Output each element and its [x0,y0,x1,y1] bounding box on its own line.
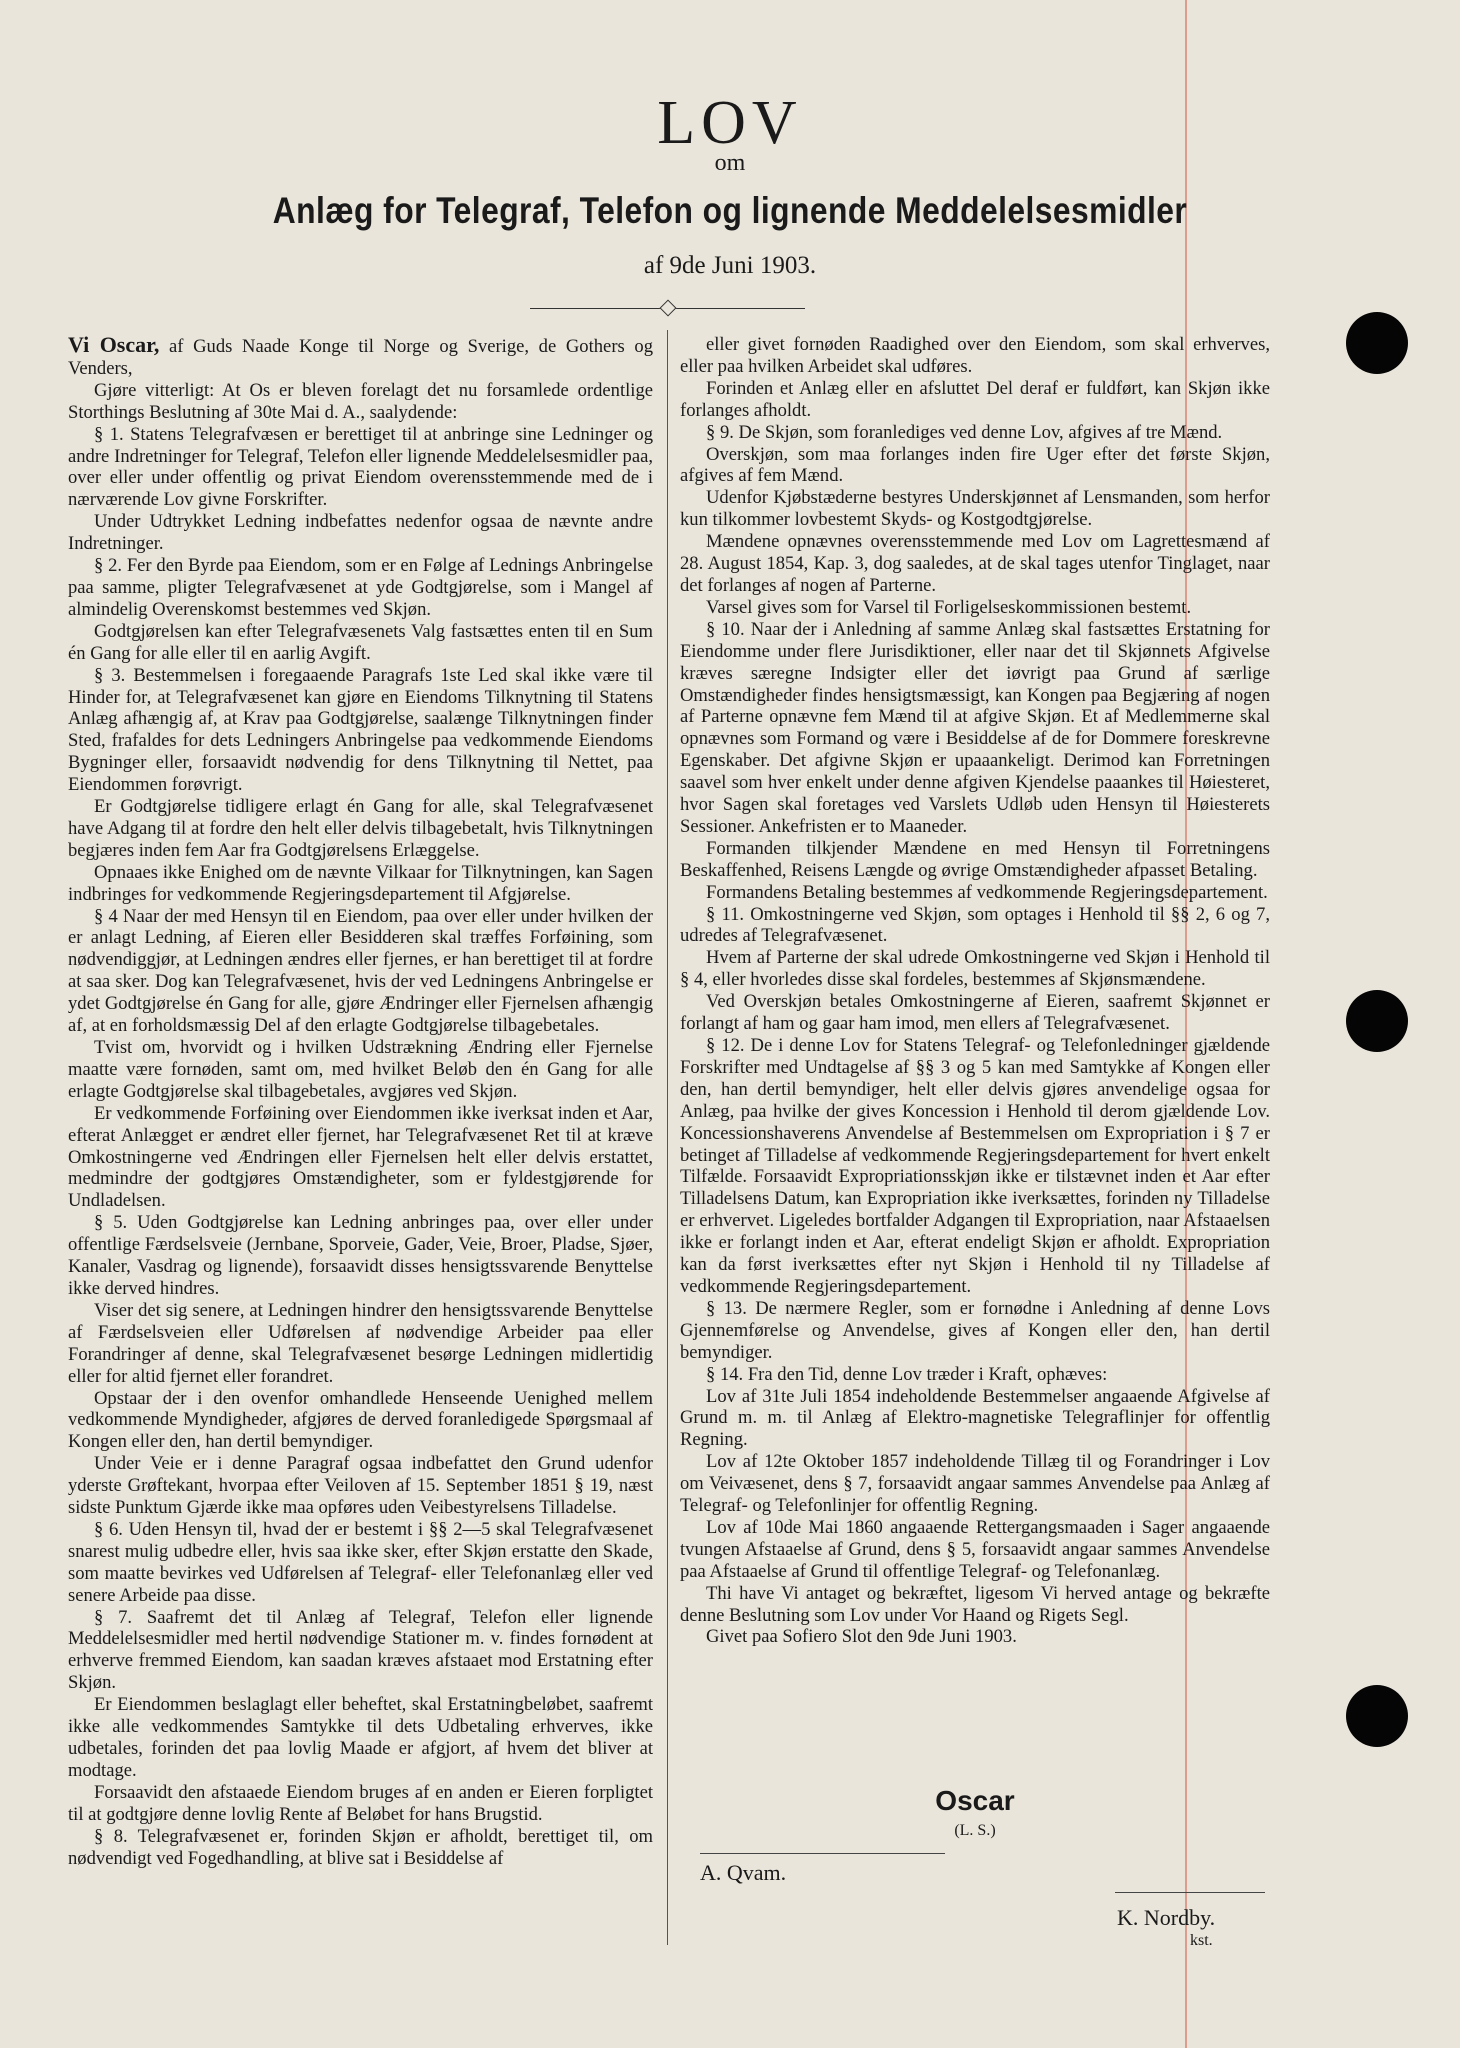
paragraph: Lov af 10de Mai 1860 angaaende Rettergangsmaaden i Sager angaaende tvungen Afstaaelse af Grund, dens § 5, forsaavidt angaar sammes Anvendelse paa Afstaaelse af Grund til offentlige Telegraf- og Telefonanlæg. [680,1516,1270,1582]
king-signature: Oscar [935,1785,1015,1816]
punch-hole-middle [1346,990,1408,1052]
countersign-title: kst. [1190,1932,1213,1949]
paragraph: Er Godtgjørelse tidligere erlagt én Gang for alle, skal Telegrafvæsenet have Adgang til at fordre den helt eller delvis tilbagebetalt, hvis Tilknytningen begjæres inden fem Aar fra Godtgjørelsens Erlæggelse. [68,796,653,861]
paragraph: § 3. Bestemmelsen i foregaaende Paragrafs 1ste Led skal ikke være til Hinder for, at Telegrafvæsenet kan gjøre en Eiendoms Tilknytning til Statens Anlæg afhængig af, at Krav paa Godtgjørelse, saalænge Tilknytningen finder Sted, frafaldes for dets Ledningers Anbringelse paa vedkommende Eiendoms Bygninger eller, forsaavidt nødvendig for dens Tilknytning til Nettet, paa Eiendommen forøvrigt. [68,664,653,796]
paragraph: § 7. Saafremt det til Anlæg af Telegraf, Telefon eller lignende Meddelelsesmidler med hertil nødvendige Stationer m. v. findes fornødent at erhverve fremmed Eiendom, kan saadan kræves afstaaet mod Erstatning efter Skjøn. [68,1606,653,1694]
signature-rule-right [1115,1892,1265,1893]
paragraph: Godtgjørelsen kan efter Telegrafvæsenets Valg fastsættes enten til en Sum én Gang for alle eller til en aarlig Avgift. [68,620,653,664]
paragraph: Er Eiendommen beslaglagt eller beheftet, skal Erstatningbeløbet, saafremt ikke alle vedkommendes Samtykke til dets Udbetaling erhverves, ikke udbetales, forinden det paa lovlig Maade er afgjort, af hvem det bliver at modtage. [68,1694,653,1781]
divider-ornament [660,300,677,317]
right-paragraphs [680,334,1270,1648]
title-preposition: om [714,150,746,176]
opening-paragraph [68,334,653,380]
paragraph: Ved Overskjøn betales Omkostningerne af Eieren, saafremt Skjønnet er forlangt af ham og gaar ham imod, men ellers af Telegrafvæsenet. [680,991,1270,1035]
opening-text: af Guds Naade Konge til Norge og Sverige, de Gothers og Venders, [68,336,653,379]
countersign-signature: K. Nordby. [1117,1905,1216,1930]
paragraph: Givet paa Sofiero Slot den 9de Juni 1903. [706,1626,1017,1648]
signature-rule-left [700,1853,945,1854]
minister-signature: A. Qvam. [700,1860,787,1885]
paragraph: eller givet fornøden Raadighed over den Eiendom, som skal erhverves, eller paa hvilken Arbeidet skal udføres. [680,334,1270,377]
paragraph: Tvist om, hvorvidt og i hvilken Udstrækning Ændring eller Fjernelse maatte være fornøden, samt om, med hvilket Beløb den én Gang for alle erlagte Godtgjørelse skal tilbagebetales, avgjøres ved Skjøn. [68,1037,653,1102]
paragraph: § 9. De Skjøn, som foranlediges ved denne Lov, afgives af tre Mænd. [706,421,1223,443]
paragraph: Formandens Betaling bestemmes af vedkommende Regjeringsdepartement. [706,881,1268,903]
punch-hole-bottom [1346,1685,1408,1747]
paragraph: § 13. De nærmere Regler, som er fornødne i Anledning af denne Lovs Gjennemførelse og Anvendelse, gives af Kongen eller den, han dertil bemyndiger. [680,1297,1270,1363]
document-date: af 9de Juni 1903. [643,252,817,279]
paragraph: § 8. Telegrafvæsenet er, forinden Skjøn er afholdt, berettiget til, om nødvendigt ved Fogedhandling, at blive sat i Besiddelse af [68,1825,653,1869]
paragraph: § 4 Naar der med Hensyn til en Eiendom, paa over eller under hvilken der er anlagt Ledning, af Eieren eller Besidderen skal træffes Forføining, som nødvendiggjør, at Ledningen ændres eller fjernes, er han berettiget til at fordre at saa sker. Dog kan Telegrafvæsenet, hvis der ved Ledningens Anbringelse er ydet Godtgjørelse én Gang for alle, gjøre Ændringer eller Fjernelsen afhængig af, at en forholdsmæssig Del af den erlagte Godtgjørelse tilbagebetales. [68,905,653,1037]
paragraph: § 1. Statens Telegrafvæsen er berettiget til at anbringe sine Ledninger og andre Indretninger for Telegraf, Telefon eller lignende Meddelelsesmidler paa, over eller under offentlig og privat Eiendom overensstemmende med de i nærværende Lov givne Forskrifter. [68,423,653,511]
document-subtitle: Anlæg for Telegraf, Telefon og lignende Meddelelsesmidler [272,190,1188,231]
paragraph: Opnaaes ikke Enighed om de nævnte Vilkaar for Tilknytningen, kan Sagen indbringes for vedkommende Regjeringsdepartement til Afgjørelse. [68,861,653,905]
paragraph: Overskjøn, som maa forlanges inden fire Uger efter det første Skjøn, afgives af fem Mænd. [680,443,1270,487]
paragraph: § 11. Omkostningerne ved Skjøn, som optages i Henhold til §§ 2, 6 og 7, udredes af Telegrafvæsenet. [680,903,1270,947]
paragraph: Thi have Vi antaget og bekræftet, ligesom Vi herved antage og bekræfte denne Beslutning som Lov under Vor Haand og Rigets Segl. [680,1582,1270,1626]
paragraph: Opstaar der i den ovenfor omhandlede Henseende Uenighed mellem vedkommende Myndigheder, afgjøres de derved foranledigede Spørgsmaal af Kongen eller den, han dertil bemyndiger. [68,1387,653,1453]
paragraph: § 12. De i denne Lov for Statens Telegraf- og Telefonledninger gjældende Forskrifter med Undtagelse af §§ 3 og 5 kan med Samtykke af Kongen eller den, han dertil bemyndiger, helt eller delvis gjøres anvendelige ogsaa for Anlæg, paa hvilke der gives Koncession i Henhold til derom gjældende Lov. Koncessionshaverens Anvendelse af Bestemmelsen om Expropriation i § 7 er betinget af Tilladelse af vedkommende Regjeringsdepartement for hvert enkelt Tilfælde. Forsaavidt Expropriationsskjøn ikke er tilstævnet inden et Aar efter Tilladelsens Datum, kan Expropriation ikke iverksættes, forinden ny Tilladelse er erhvervet. Ligeledes bortfalder Adgangen til Expropriation, naar Afstaaelsen ikke er forlangt inden et Aar, efterat endeligt Skjøn er afholdt. Expropriation kan da først iverksættes efter nyt Skjøn i Henhold til ny Tilladelse af vedkommende Regjeringsdepartement. [680,1035,1270,1297]
paragraph: Udenfor Kjøbstæderne bestyres Underskjønnet af Lensmanden, som herfor kun tilkommer lovbestemt Skyds- og Kostgodtgjørelse. [680,487,1270,531]
paragraph: Er vedkommende Forføining over Eiendommen ikke iverksat inden et Aar, efterat Anlægget er ændret eller fjernet, har Telegrafvæsenet Ret til at kræve Omkostningerne ved Ændringen eller Fjernelsen helt eller delvis erstattet, medmindre der godtgjøres Omstændigheter, som er fyldestgjørende for Undladelsen. [68,1102,653,1212]
paragraph: Mændene opnævnes overensstemmende med Lov om Lagrettesmænd af 28. August 1854, Kap. 3, dog saaledes, at de skal tages utenfor Tinglaget, naar det forlanges af nogen af Parterne. [680,531,1270,596]
paragraph: Gjøre vitterligt: At Os er bleven forelagt det nu forsamlede ordentlige Storthings Beslutning af 30te Mai d. A., saalydende: [68,379,653,423]
paragraph: Under Udtrykket Ledning indbefattes nedenfor ogsaa de nævnte andre Indretninger. [68,511,653,555]
left-paragraphs [68,380,653,1870]
opening-name: Vi Oscar, [68,332,160,357]
seal-mark: (L. S.) [954,1822,996,1839]
paragraph: Under Veie er i denne Paragraf ogsaa indbefattet den Grund udenfor yderste Grøftekant, hvorpaa efter Veiloven af 15. September 1851 § 19, næst sidste Punktum Gjærde ikke maa opføres uden Veibestyrelsens Tilladelse. [68,1453,653,1519]
paragraph: § 6. Uden Hensyn til, hvad der er bestemt i §§ 2—5 skal Telegrafvæsenet snarest mulig udbedre eller, hvis saa ikke sker, efter Skjøn erstatte den Skade, som maatte bevirkes ved Udførelsen af Telegraf- eller Telefonanlæg eller ved senere Arbeide paa disse. [68,1518,653,1606]
document-title: LOV [657,89,803,157]
paragraph: Lov af 31te Juli 1854 indeholdende Bestemmelser angaaende Afgivelse af Grund m. m. til Anlæg af Elektro-magnetiske Telegraflinjer for offentlig Regning. [680,1385,1270,1451]
paragraph: Forinden et Anlæg eller en afsluttet Del deraf er fuldført, kan Skjøn ikke forlanges afholdt. [680,377,1270,421]
paragraph: Forsaavidt den afstaaede Eiendom bruges af en anden er Eieren forpligtet til at godtgjøre denne lovlig Rente af Beløbet for hans Brugstid. [68,1781,653,1825]
left-column [68,334,653,1869]
paragraph: Viser det sig senere, at Ledningen hindrer den hensigtssvarende Benyttelse af Færdselsveien eller Udførelsen af nødvendige Arbeider paa eller Forandringer af denne, skal Telegrafvæsenet besørge Ledningen midlertidig eller for altid fjernet eller forandret. [68,1299,653,1387]
paragraph: § 2. Fer den Byrde paa Eiendom, som er en Følge af Lednings Anbringelse paa samme, pligter Telegrafvæsenet at yde Godtgjørelse, som i Mangel af almindelig Overenskomst bestemmes ved Skjøn. [68,555,653,620]
paragraph: Hvem af Parterne der skal udrede Omkostningerne ved Skjøn i Henhold til § 4, eller hvorledes disse skal fordeles, bestemmes af Skjønsmændene. [680,947,1270,991]
column-rule [667,330,668,1945]
paragraph: § 10. Naar der i Anledning af samme Anlæg skal fastsættes Erstatning for Eiendomme under flere Jurisdiktioner, eller naar det til Skjønnets Afgivelse kræves særegne Indsigter eller det iøvrigt paa Grund af særlige Omstændigheder findes hensigtsmæssigt, kan Kongen paa Begjæring af nogen af Parterne opnævne fem Mænd til at afgive Skjøn. Et af Medlemmerne skal opnævnes som Formand og være i Besiddelse af de for Dommere foreskrevne Egenskaber. Det afgivne Skjøn er upaaankeligt. Derimod kan Forretningen saavel som hver enkelt under denne afgiven Kjendelse paaankes til Høiesteret, hvor Sagen skal foretages ved Varslets Udløb uden Hensyn til Høiesterets Sessioner. Ankefristen er to Maaneder. [680,618,1270,837]
paragraph: Varsel gives som for Varsel til Forligelseskommissionen bestemt. [706,596,1192,618]
paragraph: § 5. Uden Godtgjørelse kan Ledning anbringes paa, over eller under offentlige Færdselsveie (Jernbane, Sporveie, Gader, Veie, Broer, Pladse, Sjøer, Kanaler, Vasdrag og lignende), forsaavidt disses hensigtssvarende Benyttelse ikke derved hindres. [68,1212,653,1299]
paragraph: Formanden tilkjender Mændene en med Hensyn til Forretningens Beskaffenhed, Reisens Længde og øvrige Omstændigheder afpasset Betaling. [680,837,1270,881]
punch-hole-top [1346,312,1408,374]
right-column [680,334,1270,1648]
paragraph: § 14. Fra den Tid, denne Lov træder i Kraft, ophæves: [706,1363,1108,1385]
paragraph: Lov af 12te Oktober 1857 indeholdende Tillæg til og Forandringer i Lov om Veivæsenet, dens § 7, forsaavidt angaar sammes Anvendelse paa Anlæg af Telegraf- og Telefonlinjer for offentlig Regning. [680,1451,1270,1517]
